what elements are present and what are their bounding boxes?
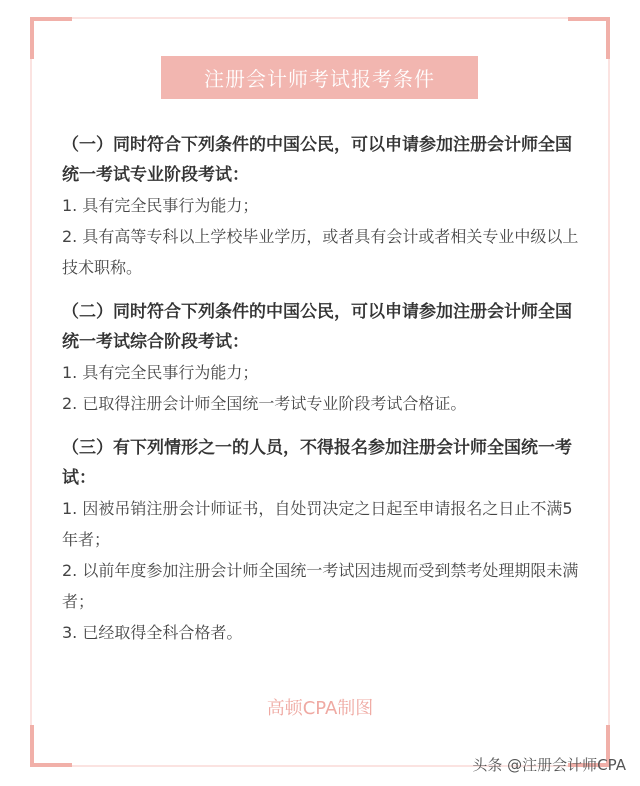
watermark-text: 头条 @注册会计师CPA bbox=[472, 756, 626, 774]
list-item: 2. 已取得注册会计师全国统一考试专业阶段考试合格证。 bbox=[62, 394, 467, 413]
section-1 bbox=[62, 130, 584, 283]
corner-accent-top-right-vertical bbox=[606, 17, 610, 59]
section-heading: （三）有下列情形之一的人员，不得报名参加注册会计师全国统一考试： bbox=[62, 438, 572, 488]
list-item: 3. 已经取得全科合格者。 bbox=[62, 623, 243, 642]
section-3 bbox=[62, 433, 584, 648]
corner-accent-bottom-left-vertical bbox=[30, 725, 34, 767]
section-heading: （一）同时符合下列条件的中国公民，可以申请参加注册会计师全国统一考试专业阶段考试： bbox=[62, 135, 572, 185]
section-heading: （二）同时符合下列条件的中国公民，可以申请参加注册会计师全国统一考试综合阶段考试： bbox=[62, 302, 572, 352]
corner-accent-top-left bbox=[30, 17, 72, 21]
list-item: 2. 以前年度参加注册会计师全国统一考试因违规而受到禁考处理期限未满者； bbox=[62, 561, 579, 611]
list-item: 1. 具有完全民事行为能力； bbox=[62, 196, 259, 215]
credit-text: 高顿CPA制图 bbox=[266, 698, 374, 719]
list-item: 1. 具有完全民事行为能力； bbox=[62, 363, 259, 382]
list-item: 1. 因被吊销注册会计师证书，自处罚决定之日起至申请报名之日止不满5年者； bbox=[62, 499, 573, 549]
corner-accent-bottom-left bbox=[30, 763, 72, 767]
section-2 bbox=[62, 297, 584, 419]
list-item: 2. 具有高等专科以上学校毕业学历，或者具有会计或者相关专业中级以上技术职称。 bbox=[62, 227, 579, 277]
corner-accent-top-right bbox=[568, 17, 610, 21]
corner-accent-top-left-vertical bbox=[30, 17, 34, 59]
conditions-content bbox=[62, 130, 584, 662]
page-title: 注册会计师考试报考条件 bbox=[161, 56, 478, 99]
